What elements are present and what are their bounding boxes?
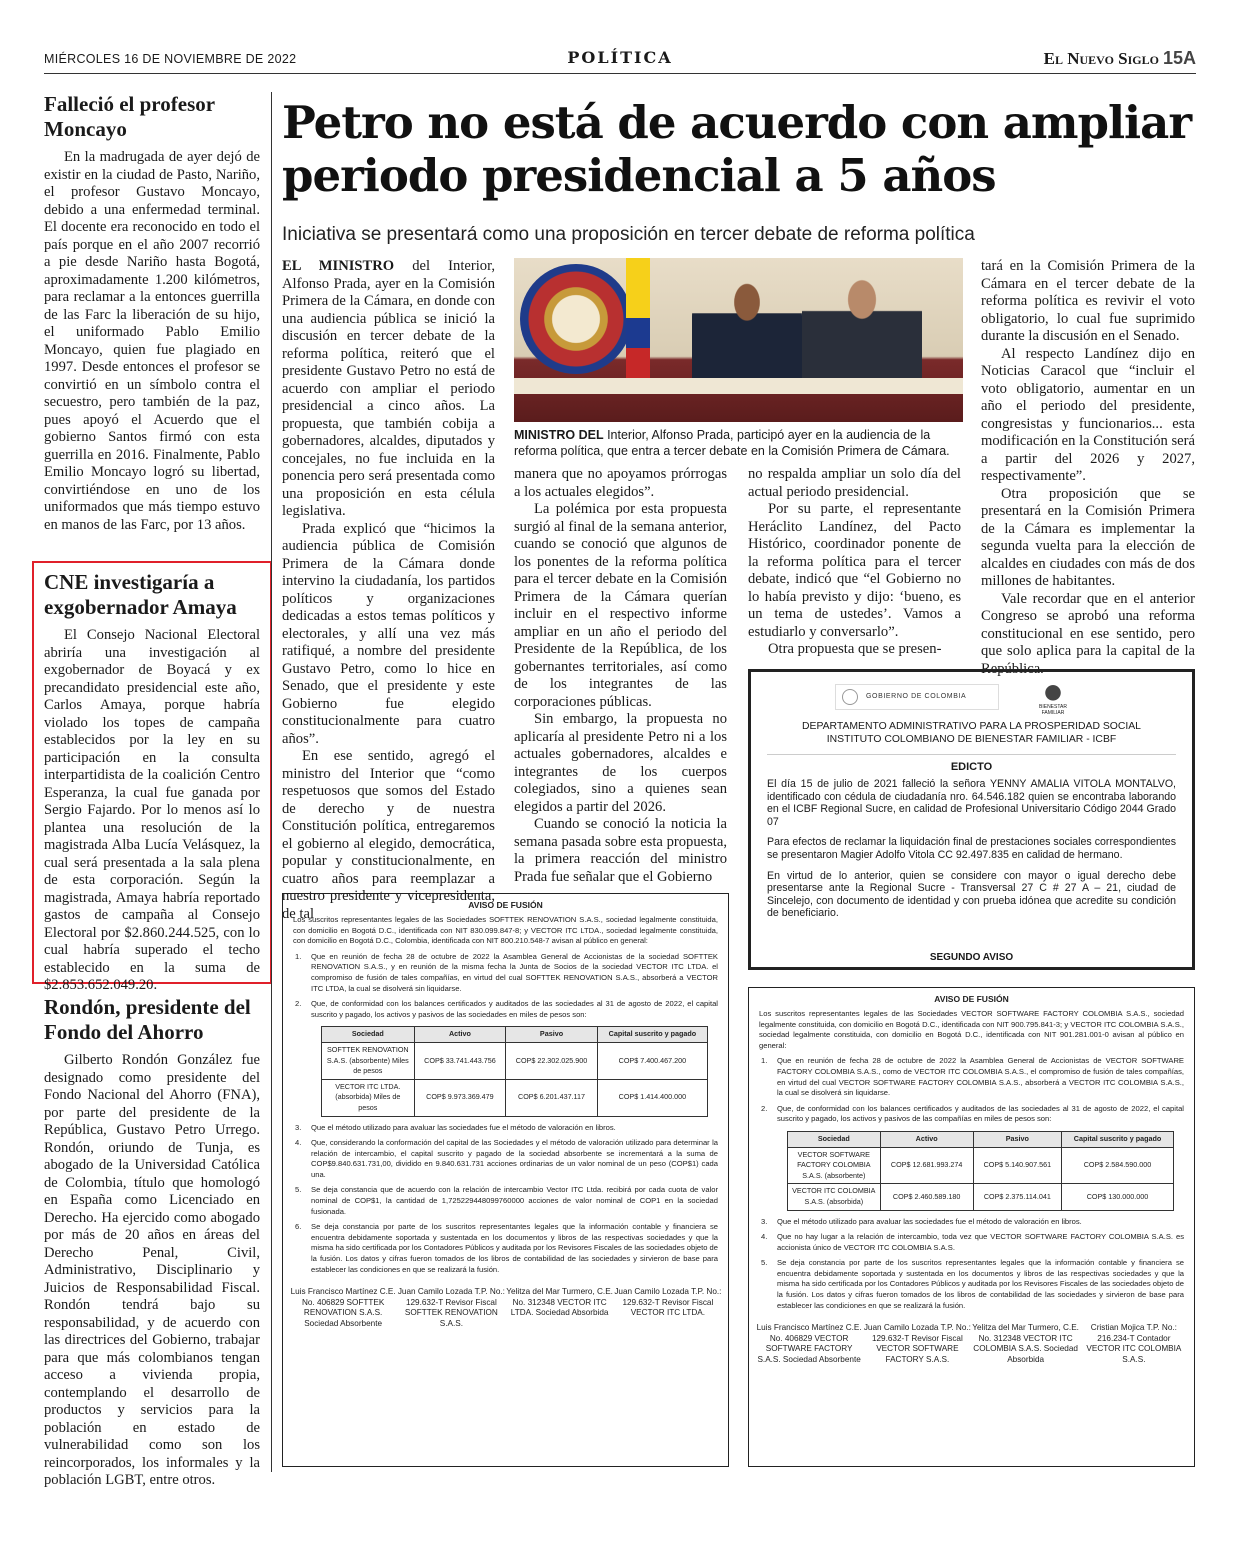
paragraph: Otra proposición que se presentará en la Comisión Primera de la Cámara es implementar la segunda vuelta para la elección de alcaldes en ciudades con más de dos millones de habitantes. bbox=[981, 485, 1195, 589]
table-cell: COP$ 9.973.369.479 bbox=[414, 1079, 506, 1116]
department-line: DEPARTAMENTO ADMINISTRATIVO PARA LA PROSPERIDAD SOCIAL bbox=[802, 721, 1141, 732]
notice-item: 1. Que en reunión de fecha 28 de octubre de 2022 la Asamblea General de Accionistas de VECTOR SOFTWARE FACTORY COLOMBIA S.A.S., como de VECTOR ITC COLOMBIA S.A.S., el compromiso de fusión de tales compañías, en virtud del cual VECTOR SOFTWARE FACTORY COLOMBIA S.A.S., absorberá a VECTOR ITC COLOMBIA S.A.S., la cual se disolverá sin liquidarse. bbox=[761, 1056, 1184, 1098]
paragraph: Al respecto Landínez dijo en Noticias Caracol que “incluir el voto obligatorio, aumentar en un año el periodo del presidente, congresistas y funcionarios... esta modificación en la Constitución será a partir del 2026 y 2027, respectivamente”. bbox=[981, 345, 1195, 484]
photo-caption bbox=[514, 427, 963, 459]
item-text: Que el método utilizado para avaluar las sociedades fue el método de valoración en libros. bbox=[311, 1122, 616, 1132]
table-header-row bbox=[788, 1131, 1174, 1147]
notice-item: 5. Se deja constancia que de acuerdo con la relación de intercambio Vector ITC Ltda. recibirá por cada cuota de valor nominal de COP$1, la cantidad de 1,725229448099760000 acciones de valor nominal de COP1 en la sociedad fusionada. bbox=[295, 1185, 718, 1216]
desk bbox=[514, 378, 963, 394]
issue-date: MIÉRCOLES 16 DE NOVIEMBRE DE 2022 bbox=[44, 52, 297, 66]
paragraph: Otra propuesta que se presen- bbox=[768, 641, 942, 657]
item-text: Que el método utilizado para avaluar las sociedades fue el método de valoración en libros. bbox=[777, 1216, 1082, 1226]
publication-title: El Nuevo Siglo bbox=[1043, 49, 1159, 68]
section-name: POLÍTICA bbox=[567, 48, 673, 67]
merger-notice-softtek bbox=[282, 893, 729, 1467]
table-cell: COP$ 33.741.443.756 bbox=[414, 1042, 506, 1079]
article-rondon bbox=[44, 995, 260, 1490]
table-cell: COP$ 5.140.907.561 bbox=[973, 1147, 1061, 1184]
paragraph: manera que no apoyamos prórrogas a los actuales elegidos”. bbox=[514, 466, 727, 500]
table-row bbox=[322, 1042, 708, 1079]
main-column-3 bbox=[748, 466, 961, 659]
table-cell: COP$ 2.460.589.180 bbox=[880, 1184, 973, 1210]
signature: Cristian Mojica T.P. No.: 216.234-T Contador VECTOR ITC COLOMBIA S.A.S. bbox=[1086, 1323, 1182, 1364]
table-cell: VECTOR ITC LTDA. (absorbida) Miles de pesos bbox=[322, 1079, 415, 1116]
page-header bbox=[44, 44, 1196, 74]
notice-item: 3. Que el método utilizado para avaluar las sociedades fue el método de valoración en libros. bbox=[295, 1122, 616, 1132]
edicto-paragraph: Para efectos de reclamar la liquidación final de prestaciones sociales correspondientes se presentaron Magier Adolfo Vitola CC 92.497.835 en calidad de hermano. bbox=[767, 836, 1176, 861]
colombia-flag-icon bbox=[626, 258, 650, 378]
signatures bbox=[283, 1287, 728, 1329]
paragraph: Cuando se conoció la noticia la semana pasada sobre esta propuesta, la primera reacción del ministro Prada fue señalar que el Gobierno bbox=[514, 816, 727, 885]
signatures bbox=[749, 1323, 1194, 1365]
edicto-body bbox=[767, 778, 1176, 928]
item-text: Que no hay lugar a la relación de intercambio, toda vez que VECTOR SOFTWARE FACTORY COLOMBIA S.A.S. es accionista único de VECTOR ITC COLOMBIA S.A.S. bbox=[777, 1232, 1184, 1252]
column-divider bbox=[271, 92, 272, 1472]
article-body: El Consejo Nacional Electoral abriría una investigación al exgobernador de Boyacá y ex precandidato presidencial este año, Carlos Amaya, porque habría violado los topes de campaña establecidos por la ley en su participación en la consulta interpartidista de la coalición Centro Esperanza, la cual fue ganada por Sergio Fajardo. Por lo menos así lo plantea una resolución de la magistrada Alba Lucía Velásquez, la cual será presentada a la sala plena de esta corporación. Según la magistrada, Amaya habría reportado gastos de campaña al Consejo Electoral por $2.860.244.525, con lo cual habría superado el techo establecido en la suma de $2.853.652.049.20. bbox=[44, 627, 260, 993]
article-body: En la madrugada de ayer dejó de existir en la ciudad de Pasto, Nariño, el profesor Gustavo Moncayo, debido a una enfermedad terminal. El docente era reconocido en todo el país porque en el año 2007 recorrió a pie desde Nariño hasta Bogotá, aproximadamente 1.200 kilómetros, para reclamar a la entonces guerrilla de las Farc la liberación de su hijo, el uniformado Pablo Emilio Moncayo, quien fue plagiado en 1997. Desde entonces el profesor se convirtió en un símbolo contra el secuestro, pero también de la paz, pues apoyó el Acuerdo que el gobierno Santos firmó con esta guerrilla en 2016. Finalmente, Pablo Emilio Moncayo logró su libertad, convirtiéndose en uno de los uniformados que más tiempo estuvo en manos de las Farc, por 13 años. bbox=[44, 149, 260, 533]
table-header: Capital suscrito y pagado bbox=[1062, 1131, 1174, 1147]
item-text: Se deja constancia por parte de los suscritos representantes legales que la información contable y financiera se encuentra debidamente soportada y sustentada en los documentos y libros de las respectivas sociedades y que la misma ha sido certificada por los Contadores Públicos y auditada por los Revisores Fiscales de las sociedades objeto de la fusión. Los datos y cifras fueron tomados de los libros de contabilidad de las sociedades y sirvieron de base para establecer las condiciones en que se realizará la fusión. bbox=[777, 1258, 1184, 1310]
notice-body bbox=[749, 1009, 1194, 1311]
icbf-logo: BIENESTAR FAMILIAR bbox=[1037, 680, 1069, 712]
table-cell: VECTOR SOFTWARE FACTORY COLOMBIA S.A.S. (absorbente) bbox=[788, 1147, 881, 1184]
notice-title: AVISO DE FUSIÓN bbox=[934, 994, 1009, 1004]
institute-line: INSTITUTO COLOMBIANO DE BIENESTAR FAMILIAR - ICBF bbox=[826, 734, 1117, 745]
signature: Yelitza del Mar Turmero, C.E. No. 312348 VECTOR ITC COLOMBIA S.A.S. Sociedad Absorbida bbox=[972, 1323, 1079, 1364]
caption-lead: MINISTRO DEL bbox=[514, 428, 604, 442]
paragraph: Prada explicó que “hicimos la audiencia pública de Comisión Primera de la Cámara donde intervino la ciudadanía, los partidos políticos y organizaciones dedicadas a estos temas políticos y electorales, y allí una vez más ratifiqué, a nombre del presidente Gustavo Petro, como lo hice en Senado, que el presidente y este Gobierno fue elegido constitucionalmente para cuatro años”. bbox=[282, 520, 495, 747]
main-headline: Petro no está de acuerdo con ampliar periodo presidencial a 5 años bbox=[282, 96, 1192, 202]
notice-item: 4. Que no hay lugar a la relación de intercambio, toda vez que VECTOR SOFTWARE FACTORY COLOMBIA S.A.S. es accionista único de VECTOR ITC COLOMBIA S.A.S. bbox=[761, 1232, 1184, 1252]
item-text: Que, de conformidad con los balances certificados y auditados de las sociedades al 31 de agosto de 2022, el capital suscrito y pagado, los activos y pasivos de las compañías en miles de pesos son: bbox=[777, 1103, 1184, 1124]
notice-item: 2. Que, de conformidad con los balances certificados y auditados de las sociedades al 31 de agosto de 2022, el capital suscrito y pagado, los activos y pasivos de las sociedades en miles de pesos son: bbox=[295, 999, 718, 1019]
table-header: Sociedad bbox=[322, 1027, 415, 1043]
article-amaya bbox=[44, 570, 260, 995]
table-cell: COP$ 12.681.993.274 bbox=[880, 1147, 973, 1184]
commission-seal-icon bbox=[520, 264, 632, 374]
table-header: Sociedad bbox=[788, 1131, 881, 1147]
lead-paragraph bbox=[282, 258, 495, 521]
paragraph: Por su parte, el representante Heráclito Landínez, del Pacto Histórico, coordinador ponente de la reforma política para el tercer debate, indicó que “el Gobierno no lo había previsto y dijo: ‘bueno, es un tema de ustedes’. Vamos a estudiarlo y conversarlo”. bbox=[748, 501, 961, 640]
main-subheadline: Iniciativa se presentará como una proposición en tercer debate de reforma política bbox=[282, 224, 975, 245]
notice-item: 2. Que, de conformidad con los balances certificados y auditados de las sociedades al 31 de agosto de 2022, el capital suscrito y pagado, los activos y pasivos de las compañías en miles de pesos son: bbox=[761, 1103, 1184, 1124]
table-header: Activo bbox=[414, 1027, 506, 1043]
lead-text: del Interior, Alfonso Prada, ayer en la Comisión Primera de la Cámara, en donde con una audiencia pública se inició la discusión en tercer debate de la reforma política, reiteró que el presidente Gustavo Petro no está de acuerdo con ampliar el periodo presidencial a cinco años. La propuesta, que también cobija a gobernadores, alcaldes, diputados y concejales, no fue incluida en la ponencia pero será presentada como una proposición en esta célula legislativa. bbox=[282, 258, 495, 519]
signature: Yelitza del Mar Turmero, C.E. No. 312348 VECTOR ITC LTDA. Sociedad Absorbida bbox=[506, 1287, 613, 1318]
table-row bbox=[322, 1079, 708, 1116]
edicto-footer: SEGUNDO AVISO bbox=[929, 952, 1014, 963]
notice-intro: Los suscritos representantes legales de las Sociedades VECTOR SOFTWARE FACTORY COLOMBIA S.A.S., sociedad legalmente constituida, con domicilio en Bogotá D.C., identificada con NIT 900.795.841-3; y VECTOR ITC COLOMBIA S.A.S., sociedad legalmente constituida, con domicilio en Bogotá D.C., identificada con NIT 901.281.001-0 avisan al público en general: bbox=[759, 1009, 1184, 1050]
main-column-4 bbox=[981, 258, 1195, 678]
department-name bbox=[751, 720, 1192, 746]
balance-table bbox=[321, 1026, 708, 1116]
paragraph: Sin embargo, la propuesta no aplicaría al presidente Petro ni a los actuales gobernadores, alcaldes e integrantes de los cuerpos colegiados, sino a quienes sean elegidos a partir del 2026. bbox=[514, 711, 727, 815]
coat-of-arms-icon bbox=[842, 689, 858, 705]
article-title: CNE investigaría a exgobernador Amaya bbox=[44, 570, 237, 619]
table-cell: COP$ 2.584.590.000 bbox=[1062, 1147, 1174, 1184]
notice-title: AVISO DE FUSIÓN bbox=[468, 900, 543, 910]
balance-table bbox=[787, 1131, 1174, 1211]
notice-item: 1. Que en reunión de fecha 28 de octubre de 2022 la Asamblea General de Accionistas de la sociedad SOFTTEK RENOVATION S.A.S., y en reunión de la misma fecha la Junta de Socios de la sociedad VECTOR ITC LTDA. el compromiso de fusión de tales compañías, en virtud del cual SOFTTEK RENOVATION S.A.S., absorberá a VECTOR ITC LTDA, la cual se disolverá sin liquidarse. bbox=[295, 951, 718, 993]
notice-item: 3. Que el método utilizado para avaluar las sociedades fue el método de valoración en libros. bbox=[761, 1216, 1082, 1226]
government-logo-text: GOBIERNO DE COLOMBIA bbox=[866, 693, 967, 700]
government-logo bbox=[835, 684, 999, 710]
page-number: 15A bbox=[1162, 48, 1196, 68]
signature: Luis Francisco Martínez C.E. No. 406829 SOFTTEK RENOVATION S.A.S. Sociedad Absorbente bbox=[290, 1287, 396, 1328]
table-cell: COP$ 130.000.000 bbox=[1062, 1184, 1174, 1210]
item-text: Que, considerando la conformación del capital de las Sociedades y el método de valoración utilizado para determinar la relación de intercambio, el capital suscrito y pagado de la sociedad absorbente se incrementará a la suma de COP$9.840.631.731,00, dividido en 9.840.631.731 acciones ordinarias de un valor nominal de un peso (COP$1) cada una. bbox=[311, 1138, 718, 1179]
article-title: Rondón, presidente del Fondo del Ahorro bbox=[44, 995, 251, 1044]
person-figure bbox=[802, 272, 922, 382]
edicto-notice bbox=[748, 669, 1195, 970]
table-header: Capital suscrito y pagado bbox=[597, 1027, 707, 1043]
table-cell: COP$ 6.201.437.117 bbox=[506, 1079, 598, 1116]
table-row bbox=[788, 1184, 1174, 1210]
item-text: Que en reunión de fecha 28 de octubre de 2022 la Asamblea General de Accionistas de VECTOR SOFTWARE FACTORY COLOMBIA S.A.S., como de VECTOR ITC COLOMBIA S.A.S., el compromiso de fusión de tales compañías, en virtud del cual VECTOR SOFTWARE FACTORY COLOMBIA S.A.S., absorberá a VECTOR ITC COLOMBIA S.A.S., la cual se disolverá sin liquidarse. bbox=[777, 1056, 1184, 1098]
notice-item: 6. Se deja constancia por parte de los suscritos representantes legales que la información contable y financiera se encuentra debidamente soportada y sustentada en los documentos y libros de las respectivas sociedades y que la misma ha sido certificada por los Contadores Públicos y auditada por los Revisores Fiscales de las sociedades objeto de la fusión. Los datos y cifras fueron tomados de los libros de contabilidad de las sociedades y sirvieron de base para establecer las condiciones en que se realizará la fusión. bbox=[295, 1222, 718, 1274]
paragraph: La polémica por esta propuesta surgió al final de la semana anterior, cuando se conoció que algunos de los ponentes de la reforma política para el tercer debate en la Comisión Primera de la Cámara querían incluir en el respectivo informe ampliar en un año el periodo del Presidente de la República, de los gobernantes territoriales, así como de los integrantes de las corporaciones públicas. bbox=[514, 501, 727, 710]
merger-notice-vector bbox=[748, 987, 1195, 1467]
paragraph: En ese sentido, agregó el ministro del Interior que “como respetuosos que somos del Estado de derecho y de nuestra Constitución política, entregaremos el gobierno al elegido, democrática, popular y constitucionalmente, en cuatro años para reemplazar a nuestro presidente y vicepresidenta, de tal bbox=[282, 748, 495, 922]
table-cell: COP$ 7.400.467.200 bbox=[597, 1042, 707, 1079]
table-header: Pasivo bbox=[973, 1131, 1061, 1147]
table-cell: COP$ 22.302.025.900 bbox=[506, 1042, 598, 1079]
table-cell: VECTOR ITC COLOMBIA S.A.S. (absorbida) bbox=[788, 1184, 881, 1210]
edicto-paragraph: El día 15 de julio de 2021 falleció la señora YENNY AMALIA VITOLA MONTALVO, identificado con cédula de ciudadanía nro. 64.546.182 quien se encontraba laborando en el ICBF Regional Sucre, en calidad de Profesional Universitario Código 2044 Grado 07 bbox=[767, 778, 1176, 828]
signature: Juan Camilo Lozada T.P. No.: 129.632-T Revisor Fiscal SOFTTEK RENOVATION S.A.S. bbox=[397, 1287, 505, 1328]
signature: Luis Francisco Martínez C.E. No. 406829 VECTOR SOFTWARE FACTORY S.A.S. Sociedad Absorbente bbox=[756, 1323, 862, 1364]
paragraph: no respalda ampliar un solo día del actual periodo presidencial. bbox=[748, 466, 961, 500]
notice-intro: Los suscritos representantes legales de las Sociedades SOFTTEK RENOVATION S.A.S., sociedad legalmente constituida, con domicilio en Bogotá D.C., identificada con NIT 830.099.847-8; y VECTOR ITC LTDA., sociedad legalmente constituida, con domicilio en Bogotá D.C., Colombia, identificada con NIT 800.210.548-7 avisan al público en general: bbox=[293, 915, 718, 946]
article-photo bbox=[514, 258, 963, 422]
notice-body bbox=[283, 915, 728, 1275]
signature: Juan Camilo Lozada T.P. No.: 129.632-T Revisor Fiscal VECTOR ITC LTDA. bbox=[614, 1287, 722, 1318]
edicto-title: EDICTO bbox=[767, 754, 1176, 773]
notice-item: 4. Que, considerando la conformación del capital de las Sociedades y el método de valoración utilizado para determinar la relación de intercambio, el capital suscrito y pagado de la sociedad absorbente se incrementará a la suma de COP$9.840.631.731,00, dividido en 9.840.631.731 acciones ordinarias de un valor nominal de un peso (COP$1) cada una. bbox=[295, 1138, 718, 1179]
publication-name bbox=[1044, 48, 1196, 69]
item-text: Se deja constancia que de acuerdo con la relación de intercambio Vector ITC Ltda. recibirá por cada cuota de valor nominal de COP$1, la cantidad de 1,725229448099760000 acciones de valor nominal de COP1 en la sociedad fusionada. bbox=[311, 1185, 718, 1216]
paragraph: Vale recordar que en el anterior Congreso se aprobó una reforma constitucional en ese sentido, pero que solo aplica para la capital de la República. bbox=[981, 590, 1195, 677]
main-column-2 bbox=[514, 466, 727, 886]
main-column-1 bbox=[282, 258, 495, 923]
table-header: Pasivo bbox=[506, 1027, 598, 1043]
table-cell: COP$ 1.414.400.000 bbox=[597, 1079, 707, 1116]
paragraph: tará en la Comisión Primera de la Cámara en el tercer debate de la reforma política es revivir el voto obligatorio, lo cual fue suprimido durante la discusión en el Senado. bbox=[981, 258, 1195, 344]
item-text: Que en reunión de fecha 28 de octubre de 2022 la Asamblea General de Accionistas de la sociedad SOFTTEK RENOVATION S.A.S., y en reunión de la misma fecha la Junta de Socios de la sociedad VECTOR ITC LTDA. el compromiso de fusión de tales compañías, en virtud del cual SOFTTEK RENOVATION S.A.S., absorberá a VECTOR ITC LTDA, la cual se disolverá sin liquidarse. bbox=[311, 951, 718, 993]
edicto-paragraph: En virtud de lo anterior, quien se considere con mayor o igual derecho debe presentarse ante la Regional Sucre - Transversal 27 C # 27 A – 21, ciudad de Sincelejo, con documento de identidad y con prueba idónea que acredite su condición de beneficiario. bbox=[767, 869, 1176, 920]
article-moncayo bbox=[44, 92, 260, 534]
article-title: Falleció el profesor Moncayo bbox=[44, 92, 215, 141]
item-text: Que, de conformidad con los balances certificados y auditados de las sociedades al 31 de agosto de 2022, el capital suscrito y pagado, los activos y pasivos de las sociedades en miles de pesos son: bbox=[311, 999, 718, 1019]
person-figure bbox=[692, 276, 802, 381]
table-row bbox=[788, 1147, 1174, 1184]
table-cell: COP$ 2.375.114.041 bbox=[973, 1184, 1061, 1210]
item-text: Se deja constancia por parte de los suscritos representantes legales que la información contable y financiera se encuentra debidamente soportada y sustentada en los documentos y libros de las respectivas sociedades y que la misma ha sido certificada por los Contadores Públicos y auditada por los Revisores Fiscales de las sociedades objeto de la fusión. Los datos y cifras fueron tomados de los libros de contabilidad de las sociedades y sirvieron de base para establecer las condiciones en que se realizará la fusión. bbox=[311, 1222, 718, 1274]
table-cell: SOFTTEK RENOVATION S.A.S. (absorbente) Miles de pesos bbox=[322, 1042, 415, 1079]
table-header: Activo bbox=[880, 1131, 973, 1147]
lead-word: EL MINISTRO bbox=[282, 258, 395, 274]
table-header-row bbox=[322, 1027, 708, 1043]
article-body: Gilberto Rondón González fue designado como presidente del Fondo Nacional del Ahorro (FNA), por parte del presidente de la República, Gustavo Petro Urrego. Rondón, oriundo de Tunja, es abogado de la Universidad Católica de Colombia, título que homologó en España como Licenciado en Derecho. Ha ejercido como abogado por más de 20 años en áreas del Derecho Penal, Civil, Administrativo, Disciplinario y Juicios de Responsabilidad Fiscal. Rondón tendrá bajo su responsabilidad, y de acuerdo con las directrices del Gobierno, trabajar para que más colombianos tengan acceso a vivienda propia, contemplando el desarrollo de productos y servicios para la población en estado de vulnerabilidad como son los reincorporados, los informales y la población LGBT, entre otros. bbox=[44, 1052, 260, 1488]
signature: Juan Camilo Lozada T.P. No.: 129.632-T Revisor Fiscal VECTOR SOFTWARE FACTORY S.A.S. bbox=[863, 1323, 971, 1364]
notice-item: 5. Se deja constancia por parte de los suscritos representantes legales que la información contable y financiera se encuentra debidamente soportada y sustentada en los documentos y libros de las respectivas sociedades y que la misma ha sido certificada por los Contadores Públicos y auditada por los Revisores Fiscales de las sociedades objeto de la fusión. Los datos y cifras fueron tomados de los libros de contabilidad de las sociedades y sirvieron de base para establecer las condiciones en que se realizará la fusión. bbox=[761, 1258, 1184, 1310]
caption-text: Interior, Alfonso Prada, participó ayer en la audiencia de la reforma política, que entra a tercer debate en la Comisión Primera de Cámara. bbox=[514, 428, 950, 458]
